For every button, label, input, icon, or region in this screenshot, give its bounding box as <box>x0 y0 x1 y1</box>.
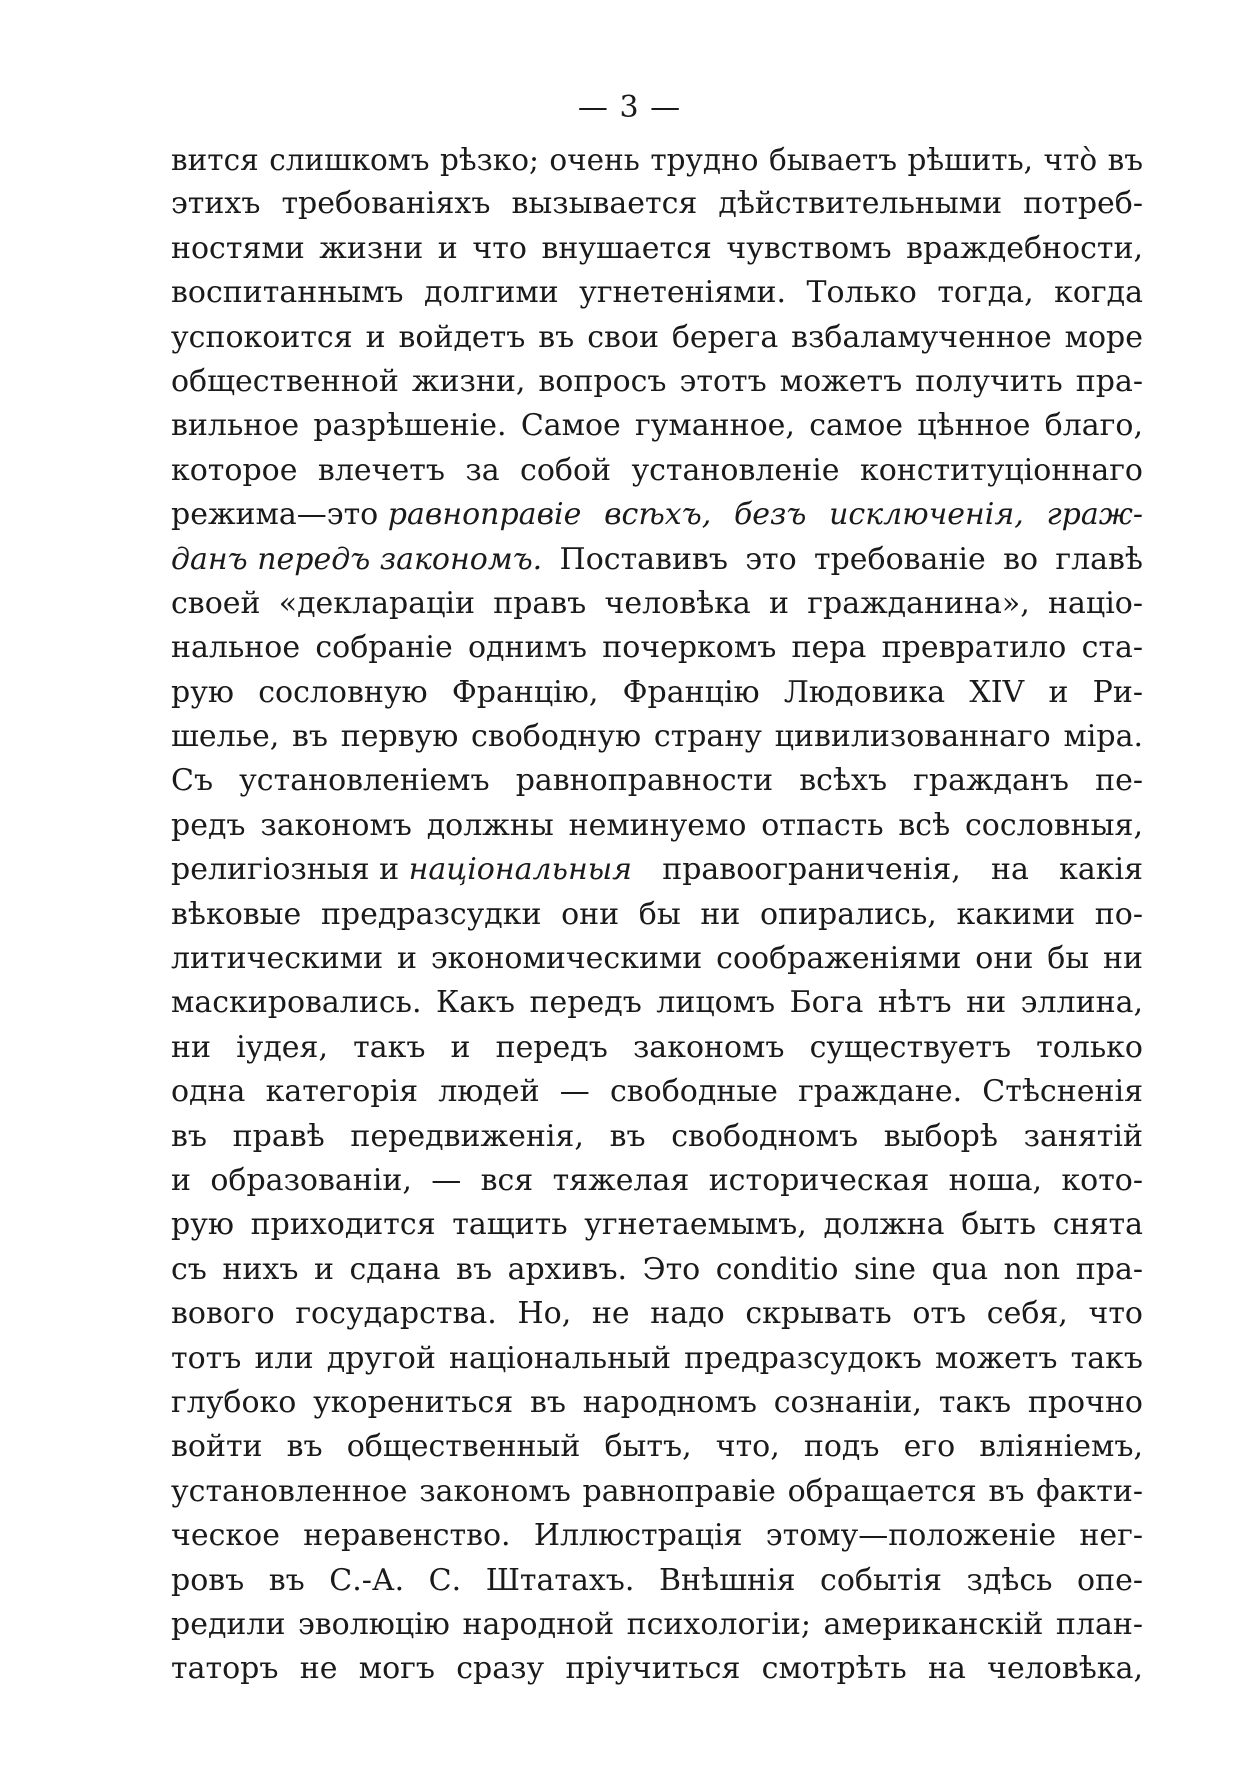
text-line: тотъ или другой національный предразсудокъ можетъ такъ <box>171 1340 1143 1376</box>
text-line: ни іудея, такъ и передъ закономъ существуетъ только <box>171 1029 1143 1065</box>
text-line: редъ закономъ должны неминуемо отпасть всѣ сословныя, <box>171 807 1143 843</box>
text-line: редили эволюцію народной психологіи; американскій план- <box>171 1606 1143 1642</box>
text-line: данъ передъ закономъ. Поставивъ это требованіе во главѣ <box>171 538 1143 582</box>
text-line: ностями жизни и что внушается чувствомъ враждебности, <box>171 230 1143 266</box>
text-line: войти въ общественный бытъ, что, подъ его вліяніемъ, <box>171 1429 1143 1465</box>
text-line: своей «деклараціи правъ человѣка и гражданина», націо- <box>171 585 1143 621</box>
text-line: вится слишкомъ рѣзко; очень трудно бываетъ рѣшить, что̀ въ <box>171 143 1143 177</box>
text-line: шелье, въ первую свободную страну цивилизованнаго міра. <box>171 719 1143 755</box>
text-line: таторъ не могъ сразу пріучиться смотрѣть на человѣка, <box>171 1651 1143 1687</box>
text-line: установленное закономъ равноправіе обращается въ факти- <box>171 1473 1143 1509</box>
text-line: успокоится и войдетъ въ свои берега взбаламученное море <box>171 319 1143 355</box>
text-line: вѣковые предразсудки они бы ни опирались, какими по- <box>171 896 1143 932</box>
text-line: и образованіи, — вся тяжелая историческая ноша, кото- <box>171 1162 1143 1198</box>
text-line: режима—это равноправіе всѣхъ, безъ исключенія, граж- <box>171 493 1143 537</box>
text-line: ровъ въ С.-А. С. Штатахъ. Внѣшнія событія здѣсь опе- <box>171 1562 1143 1598</box>
text-line: одна категорія людей — свободные граждане. Стѣсненія <box>171 1074 1143 1110</box>
text-line: воспитаннымъ долгими угнетеніями. Только тогда, когда <box>171 275 1143 311</box>
text-line: литическими и экономическими соображеніями они бы ни <box>171 941 1143 977</box>
text-line: общественной жизни, вопросъ этотъ можетъ получить пра- <box>171 363 1143 399</box>
text-line: этихъ требованіяхъ вызывается дѣйствительными потреб- <box>171 186 1143 222</box>
body-text <box>171 138 1143 1692</box>
emphasis-text: равноправіе всѣхъ, безъ исключенія, граж- <box>387 497 1143 533</box>
page-number: — 3 — <box>577 90 682 125</box>
text-line: ческое неравенство. Иллюстрація этому—положеніе нег- <box>171 1518 1143 1554</box>
text-line: вового государства. Но, не надо скрывать отъ себя, что <box>171 1296 1143 1332</box>
text-line: нальное собраніе однимъ почеркомъ пера превратило ста- <box>171 630 1143 666</box>
text-line: съ нихъ и сдана въ архивъ. Это conditio sine qua non пра- <box>171 1251 1143 1287</box>
text-line: рую приходится тащить угнетаемымъ, должна быть снята <box>171 1207 1143 1243</box>
emphasis-text: національныя <box>408 852 632 888</box>
text-line: въ правѣ передвиженія, въ свободномъ выборѣ занятій <box>171 1118 1143 1154</box>
text-line: которое влечетъ за собой установленіе конституціоннаго <box>171 452 1143 488</box>
text-line: глубоко укорениться въ народномъ сознаніи, такъ прочно <box>171 1384 1143 1420</box>
text-line: религіозныя и національныя правоограниченія, на какія <box>171 848 1143 892</box>
text-line: вильное разрѣшеніе. Самое гуманное, самое цѣнное благо, <box>171 408 1143 444</box>
text-line: Съ установленіемъ равноправности всѣхъ гражданъ пе- <box>171 763 1143 799</box>
text-line: маскировались. Какъ передъ лицомъ Бога нѣтъ ни эллина, <box>171 985 1143 1021</box>
emphasis-text: данъ передъ закономъ. <box>171 541 543 577</box>
text-line: рую сословную Францію, Францію Людовика XIV и Ри- <box>171 674 1143 710</box>
